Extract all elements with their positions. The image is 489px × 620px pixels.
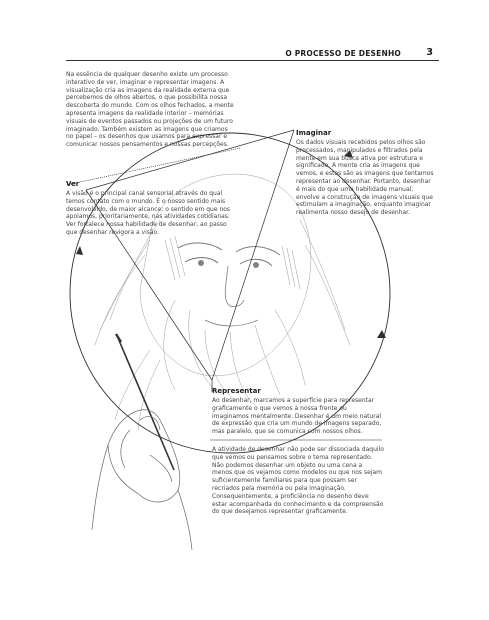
representar-heading: Representar: [212, 387, 261, 395]
page-number: 3: [426, 47, 433, 58]
ver-paragraph: A visão é o principal canal sensorial através do qual temos contato com o mundo. É o nosso sentido mais desenvolvido, de maior alcance; o sentido em que nos apoiamos, prioritariamente, nas atividades cotidianas. Ver fortalece nossa habilidade de desenhar, ao passo que desenhar revigora a visão.: [66, 190, 231, 236]
hand-holding-pencil-icon: [92, 334, 192, 550]
imaginar-paragraph: Os dados visuais recebidos pelos olhos são processados, manipulados e filtrados pela mente em sua busca ativa por estrutura e significado. A mente cria as imagens que vemos, e estas são as imagens que tentamos representar ao desenhar. Portanto, desenhar é mais do que uma habilidade manual; envolve a construção de imagens visuais que estimulam a imaginação, enquanto imaginar realimenta nosso desejo de desenhar.: [296, 139, 434, 217]
closing-paragraph: A atividade de desenhar não pode ser dissociada daquilo que vemos ou pensamos sobre o tema representado. Não podemos desenhar um objeto ou uma cena a menos que os vejamos como modelos ou que nos sejam suficientemente familiares para que possam ser recriados pela memória ou pela imaginação. Consequentemente, a proficiência no desenho deve estar acompanhada do conhecimento e da compreensão do que desejamos representar graficamente.: [212, 446, 384, 516]
intro-paragraph: Na essência de qualquer desenho existe um processo interativo de ver, imaginar e representar imagens. A visualização cria as imagens da realidade externa que percebemos de olhos abertos, o que possibilita nossa descoberta do mundo. Com os olhos fechados, a mente apresenta imagens da realidade interior – memórias visuais de eventos passados ou projeções de um futuro imaginado. Também existem as imagens que criamos no papel – os desenhos que usamos para expressar e comunicar nossos pensamentos e nossas percepções.: [66, 71, 234, 149]
ver-heading: Ver: [66, 180, 80, 188]
imaginar-heading: Imaginar: [296, 129, 332, 137]
running-head: O PROCESSO DE DESENHO: [285, 49, 401, 58]
representar-paragraph: Ao desenhar, marcamos a superfície para representar graficamente o que vemos à nossa frente ou imaginamos mentalmente. Desenhar é um meio natural de expressão que cria um mundo de imagens separado, mas paralelo, que se comunica com nossos olhos.: [212, 397, 382, 436]
